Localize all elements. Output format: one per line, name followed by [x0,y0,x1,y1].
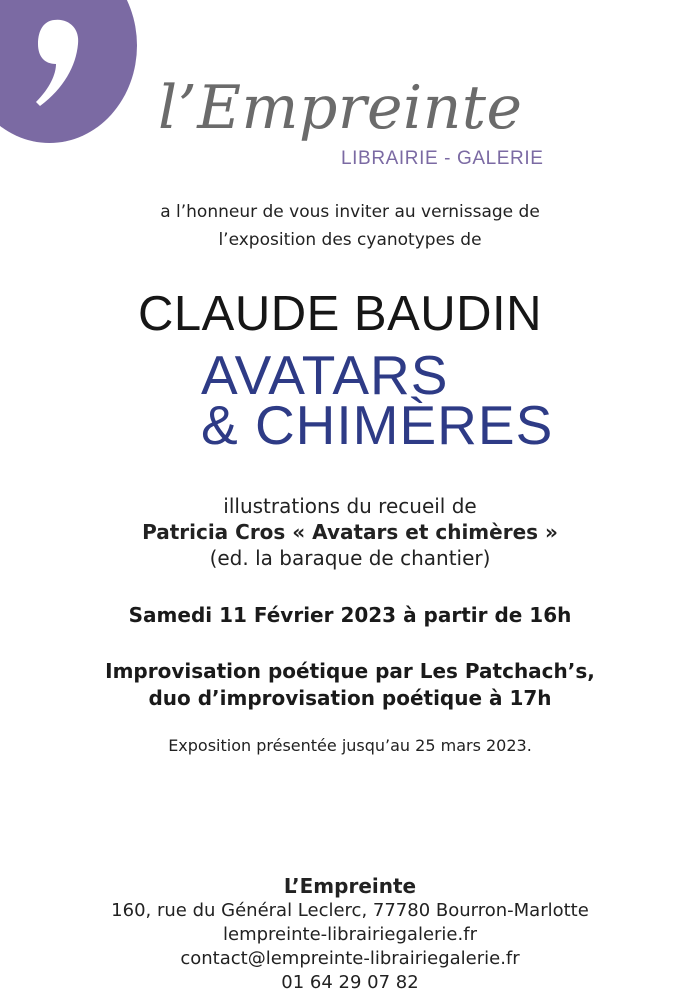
apostrophe-icon [34,18,88,110]
exhibition-title-line-1: AVATARS [201,344,449,406]
exhibition-title-line-2: & CHIMÈRES [201,394,554,456]
book-title: Patricia Cros « Avatars et chimères » [142,520,558,544]
contact-address: 160, rue du Général Leclerc, 77780 Bourron-Marlotte [111,900,589,921]
logo-wordmark: l’Empreinte [158,73,523,143]
performance-line-2: duo d’improvisation poétique à 17h [148,686,552,710]
contact-block [0,873,700,995]
contact-name: L’Empreinte [283,874,417,898]
event-date: Samedi 11 Février 2023 à partir de 16h [128,603,572,627]
book-publisher: (ed. la baraque de chantier) [209,546,491,570]
contact-phone: 01 64 29 07 82 [281,972,419,993]
invitation-text [0,198,700,254]
book-line-1: illustrations du recueil de [223,494,477,518]
invitation-line-2: l’exposition des cyanotypes de [218,230,482,250]
logo-subtitle: LIBRAIRIE - GALERIE [341,148,544,169]
exhibition-until: Exposition présentée jusqu’au 25 mars 2023. [168,736,532,755]
invitation-line-1: a l’honneur de vous inviter au vernissage de [160,202,540,222]
performance-info [0,658,700,712]
artist-name: CLAUDE BAUDIN [138,287,543,341]
performance-line-1: Improvisation poétique par Les Patchach’s, [105,659,595,683]
contact-website: lempreinte-librairiegalerie.fr [223,924,477,945]
book-info [0,493,700,571]
contact-email: contact@lempreinte-librairiegalerie.fr [180,948,520,969]
